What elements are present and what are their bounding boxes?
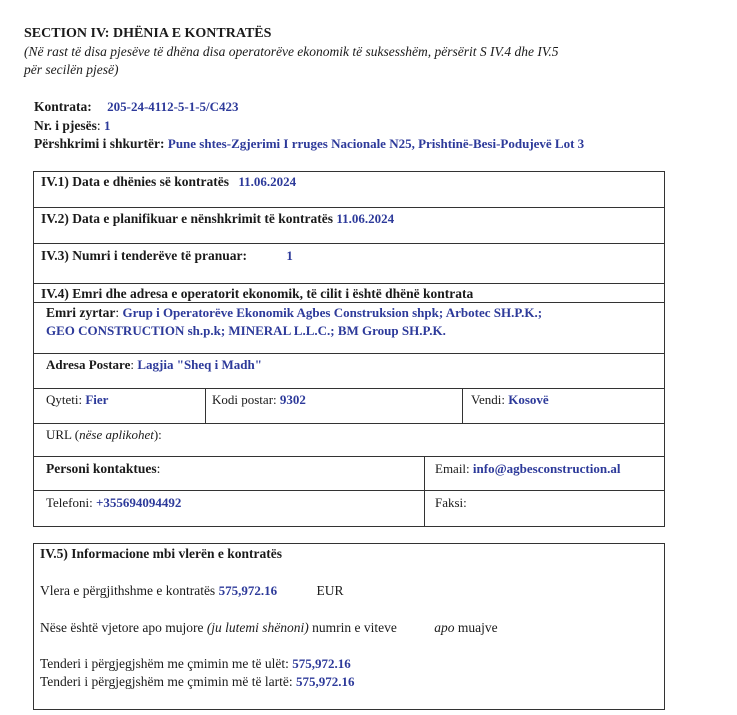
- iv1-value: 11.06.2024: [238, 174, 297, 189]
- iv2-row: [41, 211, 394, 227]
- url-end: ):: [153, 427, 162, 442]
- iv3-row: [41, 248, 293, 264]
- iv5-label: IV.5) Informacione mbi vlerën e kontratës: [40, 546, 282, 561]
- email-label: Email:: [435, 461, 470, 476]
- highest-price-label: Tenderi i përgjegjshëm me çmimin më të lartë:: [40, 674, 293, 689]
- contact-colon: :: [156, 461, 161, 476]
- address-label: Adresa Postare: [46, 357, 131, 372]
- annual-text2: numrin e viteve: [312, 620, 397, 635]
- fax-label: Faksi:: [435, 495, 467, 510]
- country-cell: [471, 392, 549, 408]
- url-row: [46, 427, 162, 443]
- city-value: Fier: [85, 392, 109, 407]
- contract-label: Kontrata:: [34, 99, 92, 114]
- lowest-price-value: 575,972.16: [292, 656, 351, 671]
- official-name-row: [46, 305, 542, 321]
- address-colon: :: [130, 357, 134, 372]
- total-value: 575,972.16: [218, 583, 278, 598]
- postal-cell: [212, 392, 306, 408]
- url-label: URL (: [46, 427, 80, 442]
- official-name-line2: GEO CONSTRUCTION sh.p.k; MINERAL L.L.C.; BM Group SH.P.K.: [46, 323, 446, 338]
- iv2-label: IV.2) Data e planifikuar e nënshkrimit të kontratës: [41, 211, 334, 226]
- divider: [462, 388, 463, 423]
- country-label: Vendi:: [471, 392, 505, 407]
- divider: [33, 302, 665, 303]
- phone-label: Telefoni:: [46, 495, 93, 510]
- postal-label: Kodi postar:: [212, 392, 277, 407]
- annual-text1: Nëse është vjetore apo mujore: [40, 620, 204, 635]
- iv4-label: IV.4) Emri dhe adresa e operatorit ekonomik, të cilit i është dhënë kontrata: [41, 286, 474, 301]
- contact-label: Personi kontaktues: [46, 461, 157, 476]
- part-row: [34, 118, 111, 134]
- divider: [33, 456, 665, 457]
- divider: [33, 243, 665, 244]
- email-value[interactable]: info@agbesconstruction.al: [472, 461, 621, 476]
- iv3-label: IV.3) Numri i tenderëve të pranuar:: [41, 248, 247, 263]
- official-name-line1: Grup i Operatorëve Ekonomik Agbes Construksion shpk; Arbotec SH.P.K.;: [122, 305, 543, 320]
- total-value-label: Vlera e përgjithshme e kontratës: [40, 583, 216, 598]
- country-value: Kosovë: [508, 392, 549, 407]
- divider: [33, 207, 665, 208]
- total-value-row: [40, 583, 343, 599]
- city-label: Qyteti:: [46, 392, 83, 407]
- description-value: Pune shtes-Zgjerimi I rruges Nacionale N25, Prishtinë-Besi-Podujevë Lot 3: [167, 136, 585, 151]
- lowest-price-label: Tenderi i përgjegjshëm me çmimin me të ulët:: [40, 656, 289, 671]
- highest-price-value: 575,972.16: [295, 674, 355, 689]
- annual-apo: apo: [434, 620, 455, 635]
- contract-row: [34, 99, 239, 115]
- iv3-value: 1: [286, 248, 293, 263]
- lowest-price-row: [40, 656, 351, 672]
- divider: [33, 490, 665, 491]
- city-cell: [46, 392, 108, 408]
- section-subtitle-line1: (Në rast të disa pjesëve të dhëna disa operatorëve ekonomik të suksesshëm, përsërit S IV.4 dhe IV.5: [24, 44, 559, 59]
- phone-value: +355694094492: [96, 495, 182, 510]
- address-row: [46, 357, 262, 373]
- divider: [33, 423, 665, 424]
- part-value: 1: [104, 118, 111, 133]
- description-row: [34, 136, 584, 152]
- currency: EUR: [316, 583, 344, 598]
- annual-row: [40, 620, 498, 636]
- iv1-row: [41, 174, 296, 190]
- iv1-label: IV.1) Data e dhënies së kontratës: [41, 174, 229, 189]
- annual-text3: muajve: [457, 620, 498, 635]
- postal-value: 9302: [279, 392, 306, 407]
- official-name-colon: :: [115, 305, 120, 320]
- official-name-label: Emri zyrtar: [46, 305, 116, 320]
- divider: [33, 388, 665, 389]
- url-italic: nëse aplikohet: [79, 427, 154, 442]
- part-label: Nr. i pjesës: [34, 118, 97, 133]
- contract-value: 205-24-4112-5-1-5/C423: [107, 99, 239, 114]
- description-label: Përshkrimi i shkurtër:: [34, 136, 165, 151]
- highest-price-row: [40, 674, 354, 690]
- annual-italic: (ju lutemi shënoni): [206, 620, 309, 635]
- iv2-value: 11.06.2024: [336, 211, 395, 226]
- divider: [424, 456, 425, 527]
- contact-cell: [46, 461, 160, 477]
- section-subtitle-line2: për secilën pjesë): [24, 62, 119, 77]
- part-colon: :: [96, 118, 101, 133]
- phone-cell: [46, 495, 181, 511]
- divider: [33, 353, 665, 354]
- address-value: Lagjia "Sheq i Madh": [137, 357, 262, 372]
- divider: [205, 388, 206, 423]
- divider: [33, 283, 665, 284]
- email-cell: [435, 461, 620, 477]
- section-title: SECTION IV: DHËNIA E KONTRATËS: [24, 26, 272, 41]
